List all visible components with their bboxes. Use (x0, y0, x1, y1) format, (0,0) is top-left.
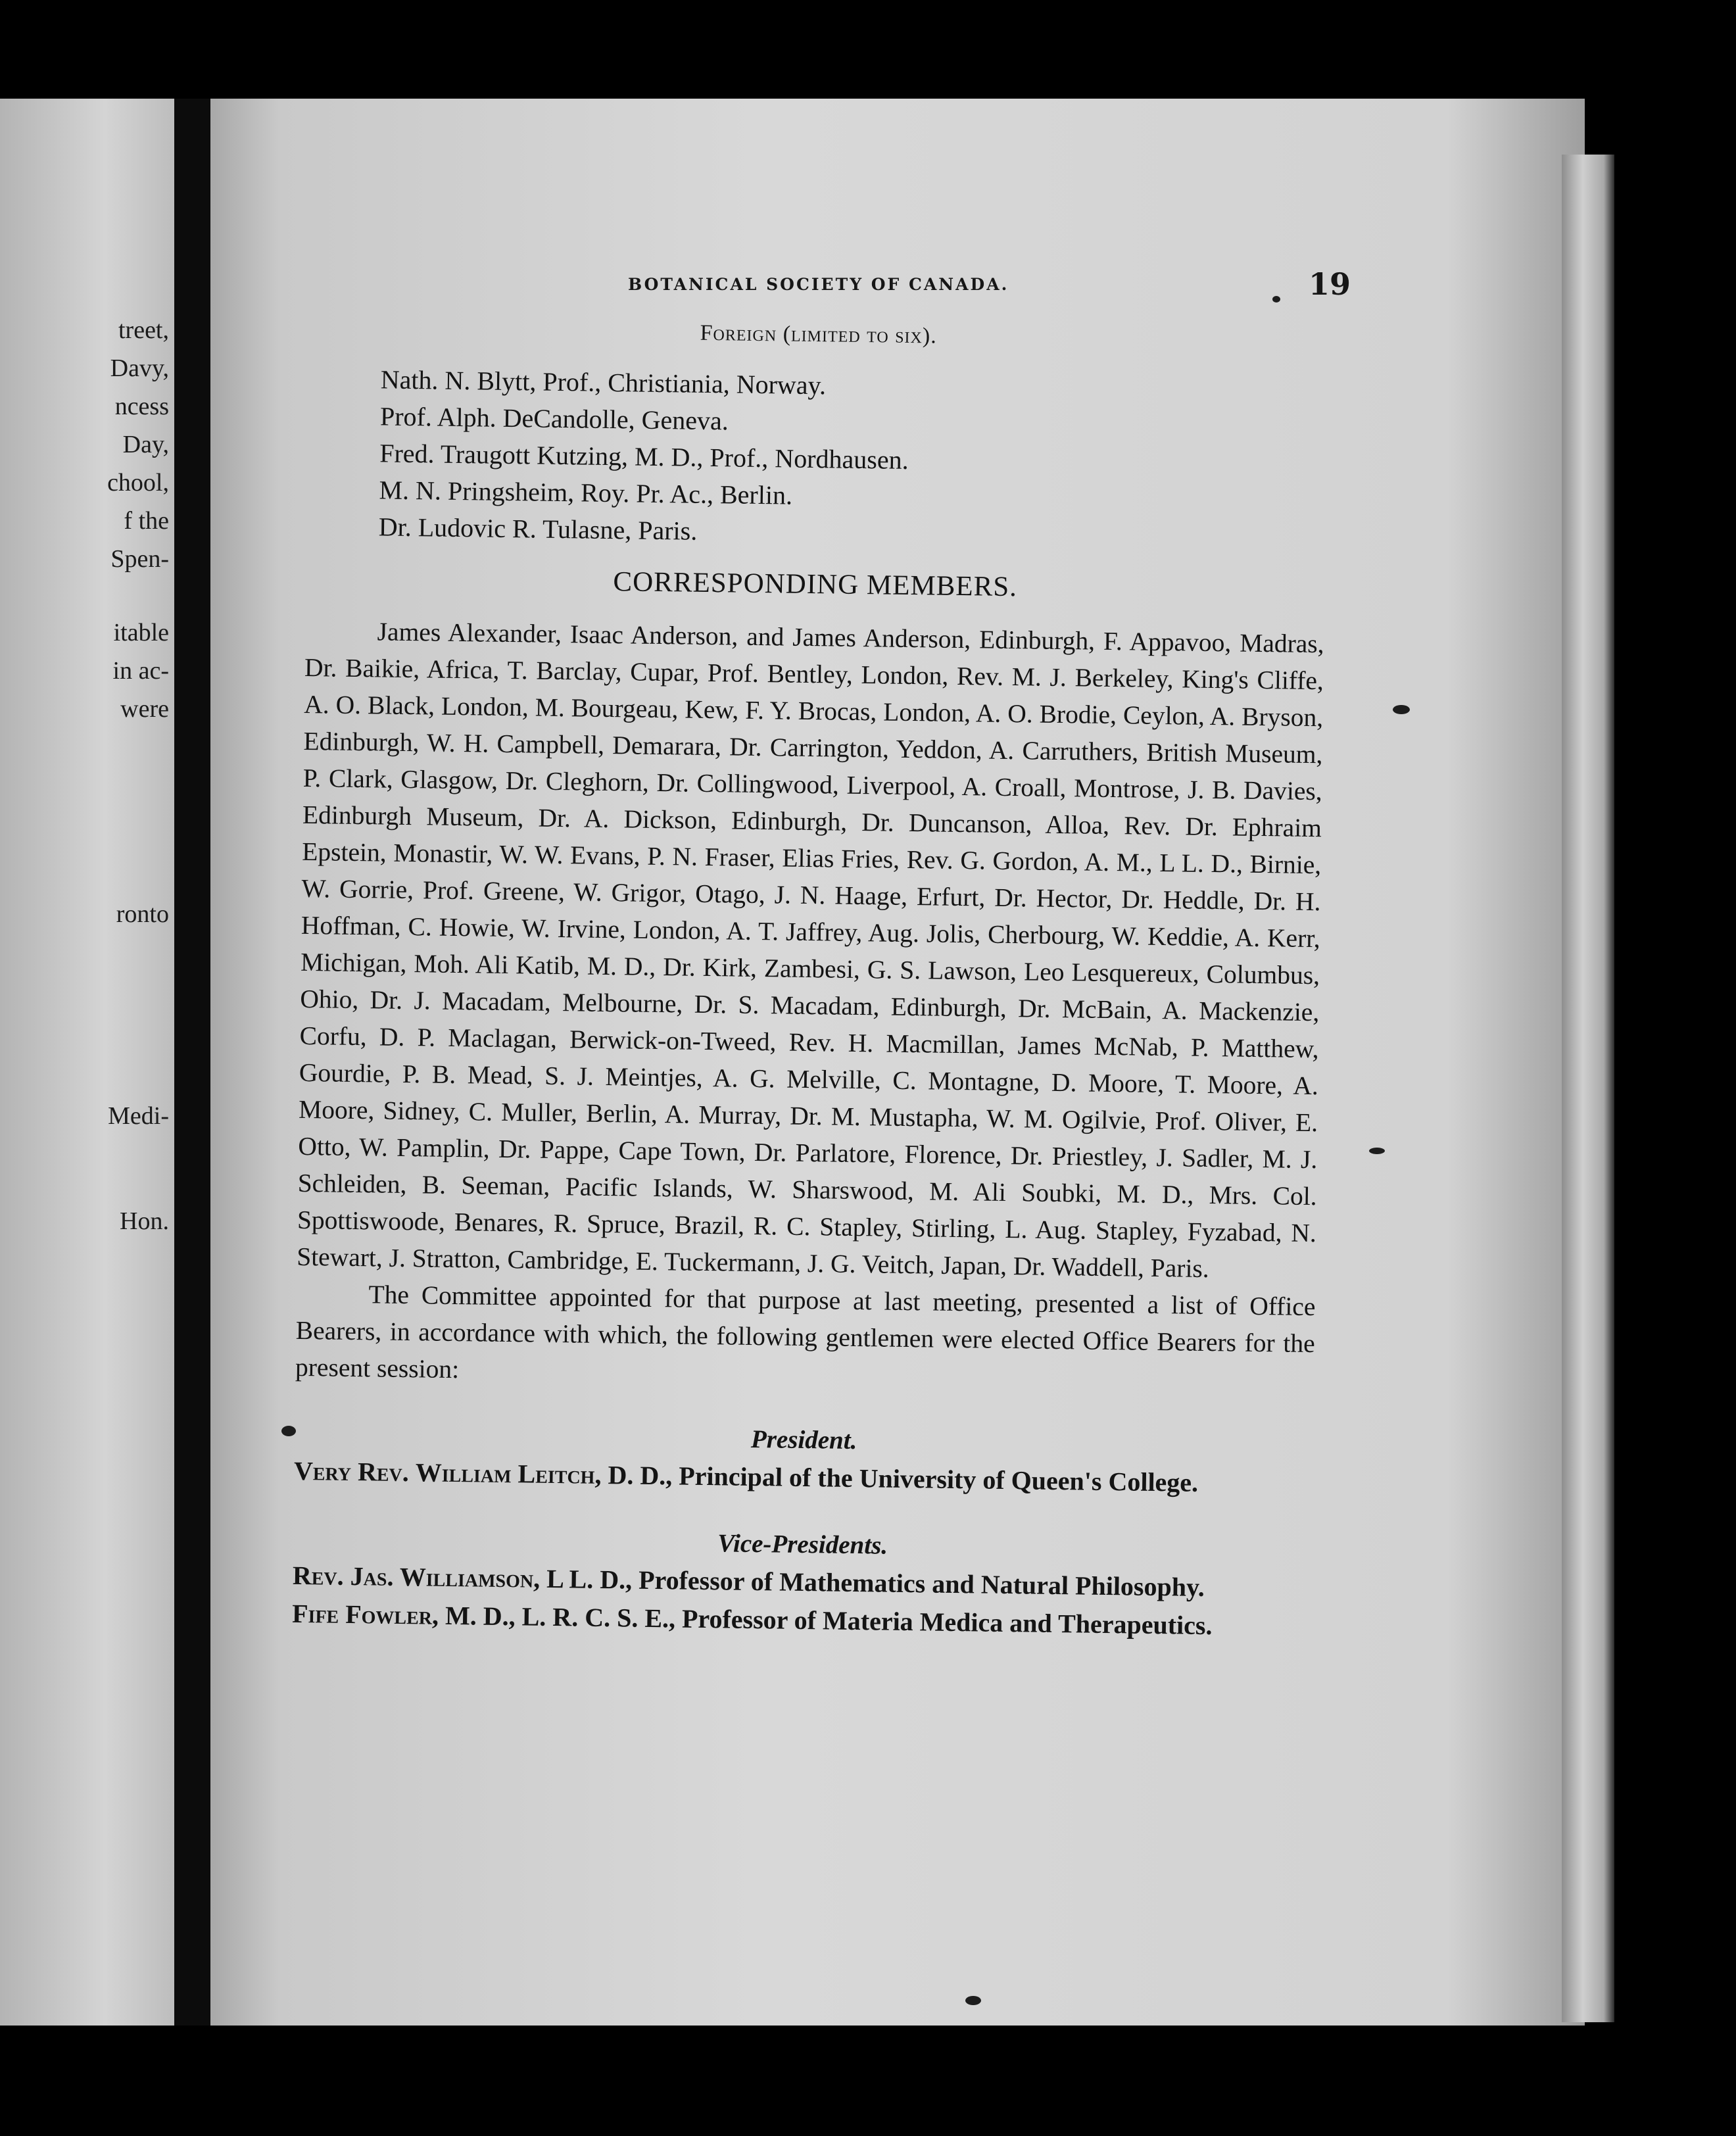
left-fragment: in ac- (112, 657, 169, 685)
left-fragment: Davy, (110, 354, 169, 382)
left-fragment: Day, (122, 431, 169, 458)
president-line (294, 1452, 1314, 1503)
left-fragment: Spen- (110, 545, 169, 573)
committee-paragraph: The Committee appointed for that purpose at last meeting, presented a list of Office Bearers, in accordance with which, the following gentlemen were elected Office Bearers for the present session: (295, 1280, 1316, 1384)
list-item: Fred. Traugott Kutzing, M. D., Prof., Nordhausen. (379, 438, 909, 475)
president-name: William Leitch (415, 1457, 595, 1490)
corresponding-heading: CORRESPONDING MEMBERS. (613, 566, 1018, 603)
foreign-members-list (378, 361, 1328, 558)
foreign-heading: Foreign (limited to six). (700, 320, 937, 349)
left-fragment: f the (124, 507, 169, 535)
left-fragment: were (120, 695, 169, 723)
ink-speck (1393, 705, 1410, 714)
left-fragment: Medi- (108, 1102, 169, 1130)
left-page (0, 99, 174, 2026)
left-fragment: Hon. (120, 1207, 169, 1235)
list-item: Dr. Ludovic R. Tulasne, Paris. (378, 512, 698, 546)
vice-president-name: Fife Fowler (291, 1598, 433, 1630)
vice-president-details: , M. D., L. R. C. S. E., Professor of Materia Medica and Therapeutics. (431, 1600, 1213, 1641)
left-fragment: treet, (118, 316, 169, 344)
president-prefix: Very Rev. (293, 1455, 410, 1488)
left-fragment: ncess (114, 393, 169, 420)
left-fragment: chool, (107, 469, 169, 497)
ink-speck (281, 1426, 296, 1436)
vice-president-details: , L L. D., Professor of Mathematics and Natural Philosophy. (533, 1563, 1205, 1602)
ink-speck (965, 1996, 981, 2005)
running-header: BOTANICAL SOCIETY OF CANADA. (628, 275, 1009, 294)
page-number: 19 (1309, 266, 1351, 302)
book-gutter (174, 99, 210, 2026)
ink-speck (1369, 1148, 1385, 1154)
page-content (292, 316, 1328, 1646)
vice-president-name: Jas. Williamson (350, 1561, 534, 1593)
corresponding-members-paragraph: James Alexander, Isaac Anderson, and James Anderson, Edinburgh, F. Appavoo, Madras, Dr. Baikie, Africa, T. Barclay, Cupar, Prof. Bentley, London, Rev. M. J. Berkeley, King's Cliffe, A. O. Black, London, M. Bourgeau, Kew, F. Y. Brocas, London, A. O. Brodie, Ceylon, A. Bryson, Edinburgh, W. H. Campbell, Demarara, Dr. Carrington, Yeddon, A. Carruthers, British Museum, P. Clark, Glasgow, Dr. Cleghorn, Dr. Collingwood, Liverpool, A. Croall, Montrose, J. B. Davies, Edinburgh Museum, Dr. A. Dickson, Edinburgh, Dr. Duncanson, Alloa, Rev. Dr. Ephraim Epstein, Monastir, W. W. Evans, P. N. Fraser, Elias Fries, Rev. G. Gordon, A. M., L L. D., Birnie, W. Gorrie, Prof. Greene, W. Grigor, Otago, J. N. Haage, Erfurt, Dr. Hector, Dr. Heddle, Dr. H. Hoffman, C. Howie, W. Irvine, London, A. T. Jaffrey, Aug. Jolis, Cherbourg, W. Keddie, A. Kerr, Michigan, Moh. Ali Katib, M. D., Dr. Kirk, Zambesi, G. S. Lawson, Leo Lesquereux, Columbus, Ohio, Dr. J. Macadam, Melbourne, Dr. S. Macadam, Edinburgh, Dr. McBain, A. Mackenzie, Corfu, D. P. Maclagan, Berwick-on-Tweed, Rev. H. Macmillan, James McNab, P. Matthew, Gourdie, P. B. Mead, S. J. Meintjes, A. G. Melville, C. Montagne, D. Moore, T. Moore, A. Moore, Sidney, C. Muller, Berlin, A. Murray, Dr. M. Mustapha, W. M. Ogilvie, Prof. Oliver, E. Otto, W. Pamplin, Dr. Pappe, Cape Town, Dr. Parlatore, Florence, Dr. Priestley, J. Sadler, M. J. Schleiden, B. Seeman, Pacific Islands, W. Sharswood, M. Ali Soubki, M. D., Mrs. Col. Spottiswoode, Benares, R. Spruce, Brazil, R. C. Stapley, Stirling, L. Aug. Stapley, Fyzabad, N. Stewart, J. Stratton, Cambridge, E. Tuckermann, J. G. Veitch, Japan, Dr. Waddell, Paris. (296, 617, 1324, 1284)
page-edge (1562, 155, 1614, 2022)
vice-presidents-heading: Vice-Presidents. (717, 1529, 888, 1560)
list-item: Nath. N. Blytt, Prof., Christiania, Norway. (380, 364, 827, 400)
president-heading: President. (750, 1424, 857, 1455)
president-details: , D. D., Principal of the University of Queen's College. (594, 1459, 1199, 1497)
vice-president-prefix: Rev. (292, 1560, 345, 1591)
ink-speck (1272, 296, 1280, 303)
left-fragment: ronto (116, 900, 169, 928)
list-item: Prof. Alph. DeCandolle, Geneva. (379, 401, 729, 436)
left-fragment: itable (113, 619, 169, 646)
list-item: M. N. Pringsheim, Roy. Pr. Ac., Berlin. (379, 475, 793, 510)
